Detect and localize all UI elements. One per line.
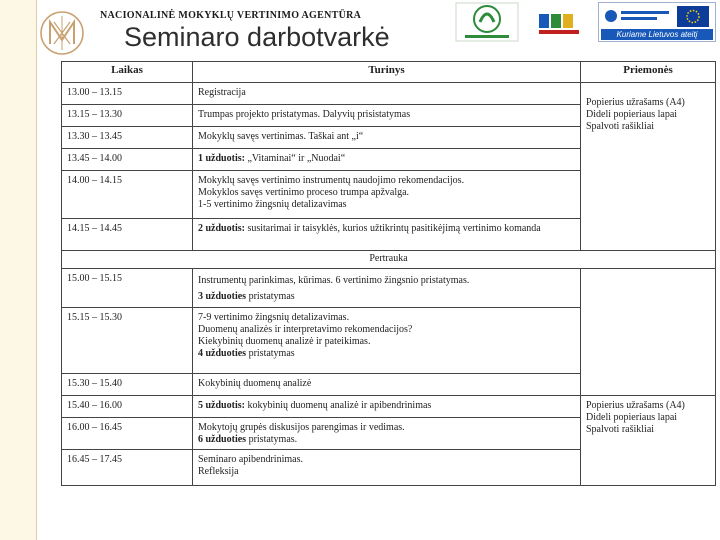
esf-logo: [603, 6, 673, 27]
row-time: 14.00 – 14.15: [62, 171, 193, 219]
table-row: [62, 269, 716, 308]
row-time: 13.30 – 13.45: [62, 127, 193, 149]
eu-funding-banner: [598, 2, 716, 42]
eu-slogan: Kuriame Lietuvos ateitį: [601, 29, 713, 40]
row-time: 13.00 – 13.15: [62, 83, 193, 105]
row-content: Trumpas projekto pristatymas. Dalyvių prisistatymas: [193, 105, 581, 127]
resources-cell-empty: [581, 269, 716, 396]
agency-name: NACIONALINĖ MOKYKLŲ VERTINIMO AGENTŪRA: [100, 10, 362, 21]
row-content: 5 užduotis: kokybinių duomenų analizė ir apibendrinimas: [193, 396, 581, 418]
partner-logo-green: [455, 2, 519, 42]
row-time: 16.00 – 16.45: [62, 418, 193, 450]
header-resources: Priemonės: [581, 62, 716, 83]
table-row: [62, 83, 716, 105]
row-content: Mokyklų savęs vertinimo instrumentų naudojimo rekomendacijos. Mokyklos savęs vertinimo proceso trumpa apžvalga. 1-5 vertinimo žingsnių detalizavimas: [193, 171, 581, 219]
break-row: [62, 251, 716, 269]
left-decorative-band: [0, 0, 37, 540]
row-time: 13.15 – 13.30: [62, 105, 193, 127]
row-content: Mokytojų grupės diskusijos parengimas ir vedimas. 6 užduoties pristatymas.: [193, 418, 581, 450]
row-time: 15.30 – 15.40: [62, 374, 193, 396]
page-title: Seminaro darbotvarkė: [124, 22, 390, 52]
agenda-table: [61, 61, 716, 486]
row-time: 15.40 – 16.00: [62, 396, 193, 418]
row-content: Instrumentų parinkimas, kūrimas. 6 vertinimo žingsnio pristatymas. 3 užduoties pristatymas: [193, 269, 581, 308]
resources-cell-2: Popierius užrašams (A4) Dideli popieriaus lapai Spalvoti rašikliai: [581, 396, 716, 486]
agency-logo: [38, 8, 86, 58]
row-time: 14.15 – 14.45: [62, 219, 193, 251]
row-time: 16.45 – 17.45: [62, 450, 193, 486]
table-row: [62, 396, 716, 418]
eu-flag-icon: [677, 6, 709, 27]
resources-cell-1: Popierius užrašams (A4) Dideli popieriaus lapai Spalvoti rašikliai: [581, 83, 716, 251]
row-content: 1 užduotis: „Vitaminai“ ir „Nuodai“: [193, 149, 581, 171]
row-content: Seminaro apibendrinimas. Refleksija: [193, 450, 581, 486]
header-time: Laikas: [62, 62, 193, 83]
row-time: 15.00 – 15.15: [62, 269, 193, 308]
row-content: Registracija: [193, 83, 581, 105]
row-content: 7-9 vertinimo žingsnių detalizavimas. Duomenų analizės ir interpretavimo rekomendacijos? Kiekybinių duomenų analizė ir pateikimas. 4 užduoties pristatymas: [193, 308, 581, 374]
row-time: 13.45 – 14.00: [62, 149, 193, 171]
row-content: 2 užduotis: susitarimai ir taisyklės, kurios užtikrintų pasitikėjimą vertinimo komanda: [193, 219, 581, 251]
row-content: Mokyklų savęs vertinimas. Taškai ant „i“: [193, 127, 581, 149]
table-header-row: [62, 62, 716, 83]
row-content: Kokybinių duomenų analizė: [193, 374, 581, 396]
row-time: 15.15 – 15.30: [62, 308, 193, 374]
partner-logo-mtp: [537, 8, 583, 40]
break-label: Pertrauka: [62, 251, 716, 269]
header-content: Turinys: [193, 62, 581, 83]
